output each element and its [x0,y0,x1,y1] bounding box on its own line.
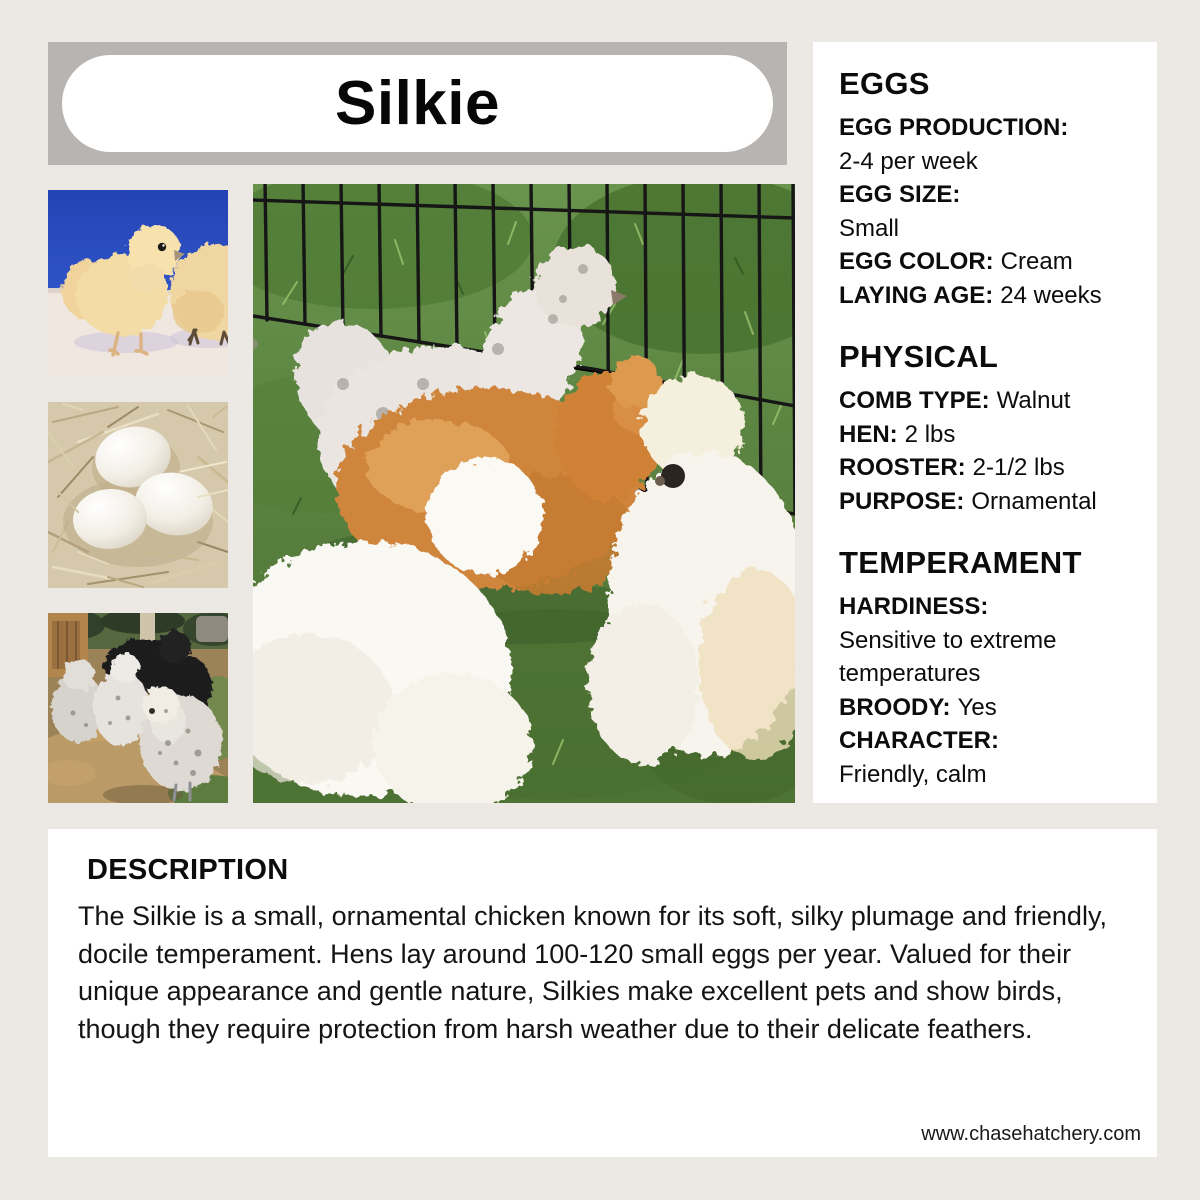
stats-sidebar [813,42,1157,803]
hen-row [839,418,1139,452]
hardiness-value: Sensitive to extreme temperatures [839,626,1057,687]
broody-label: BROODY: [839,693,951,721]
physical-section [839,339,1139,518]
temperament-section [839,545,1139,791]
photo-silkie-chicks [48,190,228,377]
title-banner [48,42,787,165]
hen-label: HEN: [839,420,898,448]
broody-row [839,691,1139,725]
temperament-heading: TEMPERAMENT [839,545,1082,580]
character-row [839,724,1139,791]
purpose-label: PURPOSE: [839,487,965,515]
rooster-label: ROOSTER: [839,454,966,481]
egg-production-row [839,111,1139,178]
egg-color-value: Cream [1000,248,1073,275]
eggs-nest-illustration [48,402,228,588]
egg-production-value: 2-4 per week [839,147,978,175]
character-label: CHARACTER: [839,727,999,754]
comb-type-label: COMB TYPE: [839,387,990,414]
egg-size-value: Small [839,214,900,242]
rooster-value: 2-1/2 lbs [972,454,1065,481]
photo-main-silkies [253,184,795,803]
eggs-section [839,66,1139,312]
purpose-value: Ornamental [971,487,1097,515]
hen-value: 2 lbs [904,420,956,448]
laying-age-value: 24 weeks [1000,281,1102,309]
photo-eggs-nest [48,402,228,588]
page-title: Silkie [335,69,500,138]
silkie-chicks-illustration [48,190,228,377]
photo-silkie-flock [48,613,228,803]
hardiness-row [839,590,1139,691]
description-heading: DESCRIPTION [87,854,289,886]
description-card [48,829,1157,1157]
broody-value: Yes [957,693,997,721]
eggs-heading: EGGS [839,66,930,101]
egg-color-row [839,245,1139,279]
comb-type-row [839,384,1139,418]
physical-heading: PHYSICAL [839,339,999,374]
egg-size-label: EGG SIZE: [839,181,961,208]
laying-age-row [839,279,1139,313]
comb-type-value: Walnut [996,387,1071,414]
egg-color-label: EGG COLOR: [839,248,994,275]
description-text: The Silkie is a small, ornamental chicken known for its soft, silky plumage and friendly, docile temperament. Hens lay around 100-120 small eggs per year. Valued for their unique appearance and gentle nature, Silkies make excellent pets and show birds, though they require protection from harsh weather due to their delicate feathers. [78,901,1107,1044]
title-pill [62,55,773,152]
character-value: Friendly, calm [839,760,987,788]
egg-production-label: EGG PRODUCTION: [839,114,1069,141]
silkie-flock-illustration [48,613,228,803]
egg-size-row [839,178,1139,245]
main-silkies-illustration [253,184,795,803]
laying-age-label: LAYING AGE: [839,281,994,309]
hardiness-label: HARDINESS: [839,593,989,620]
website-url: www.chasehatchery.com [921,1123,1141,1145]
rooster-row [839,451,1139,485]
purpose-row [839,485,1139,519]
